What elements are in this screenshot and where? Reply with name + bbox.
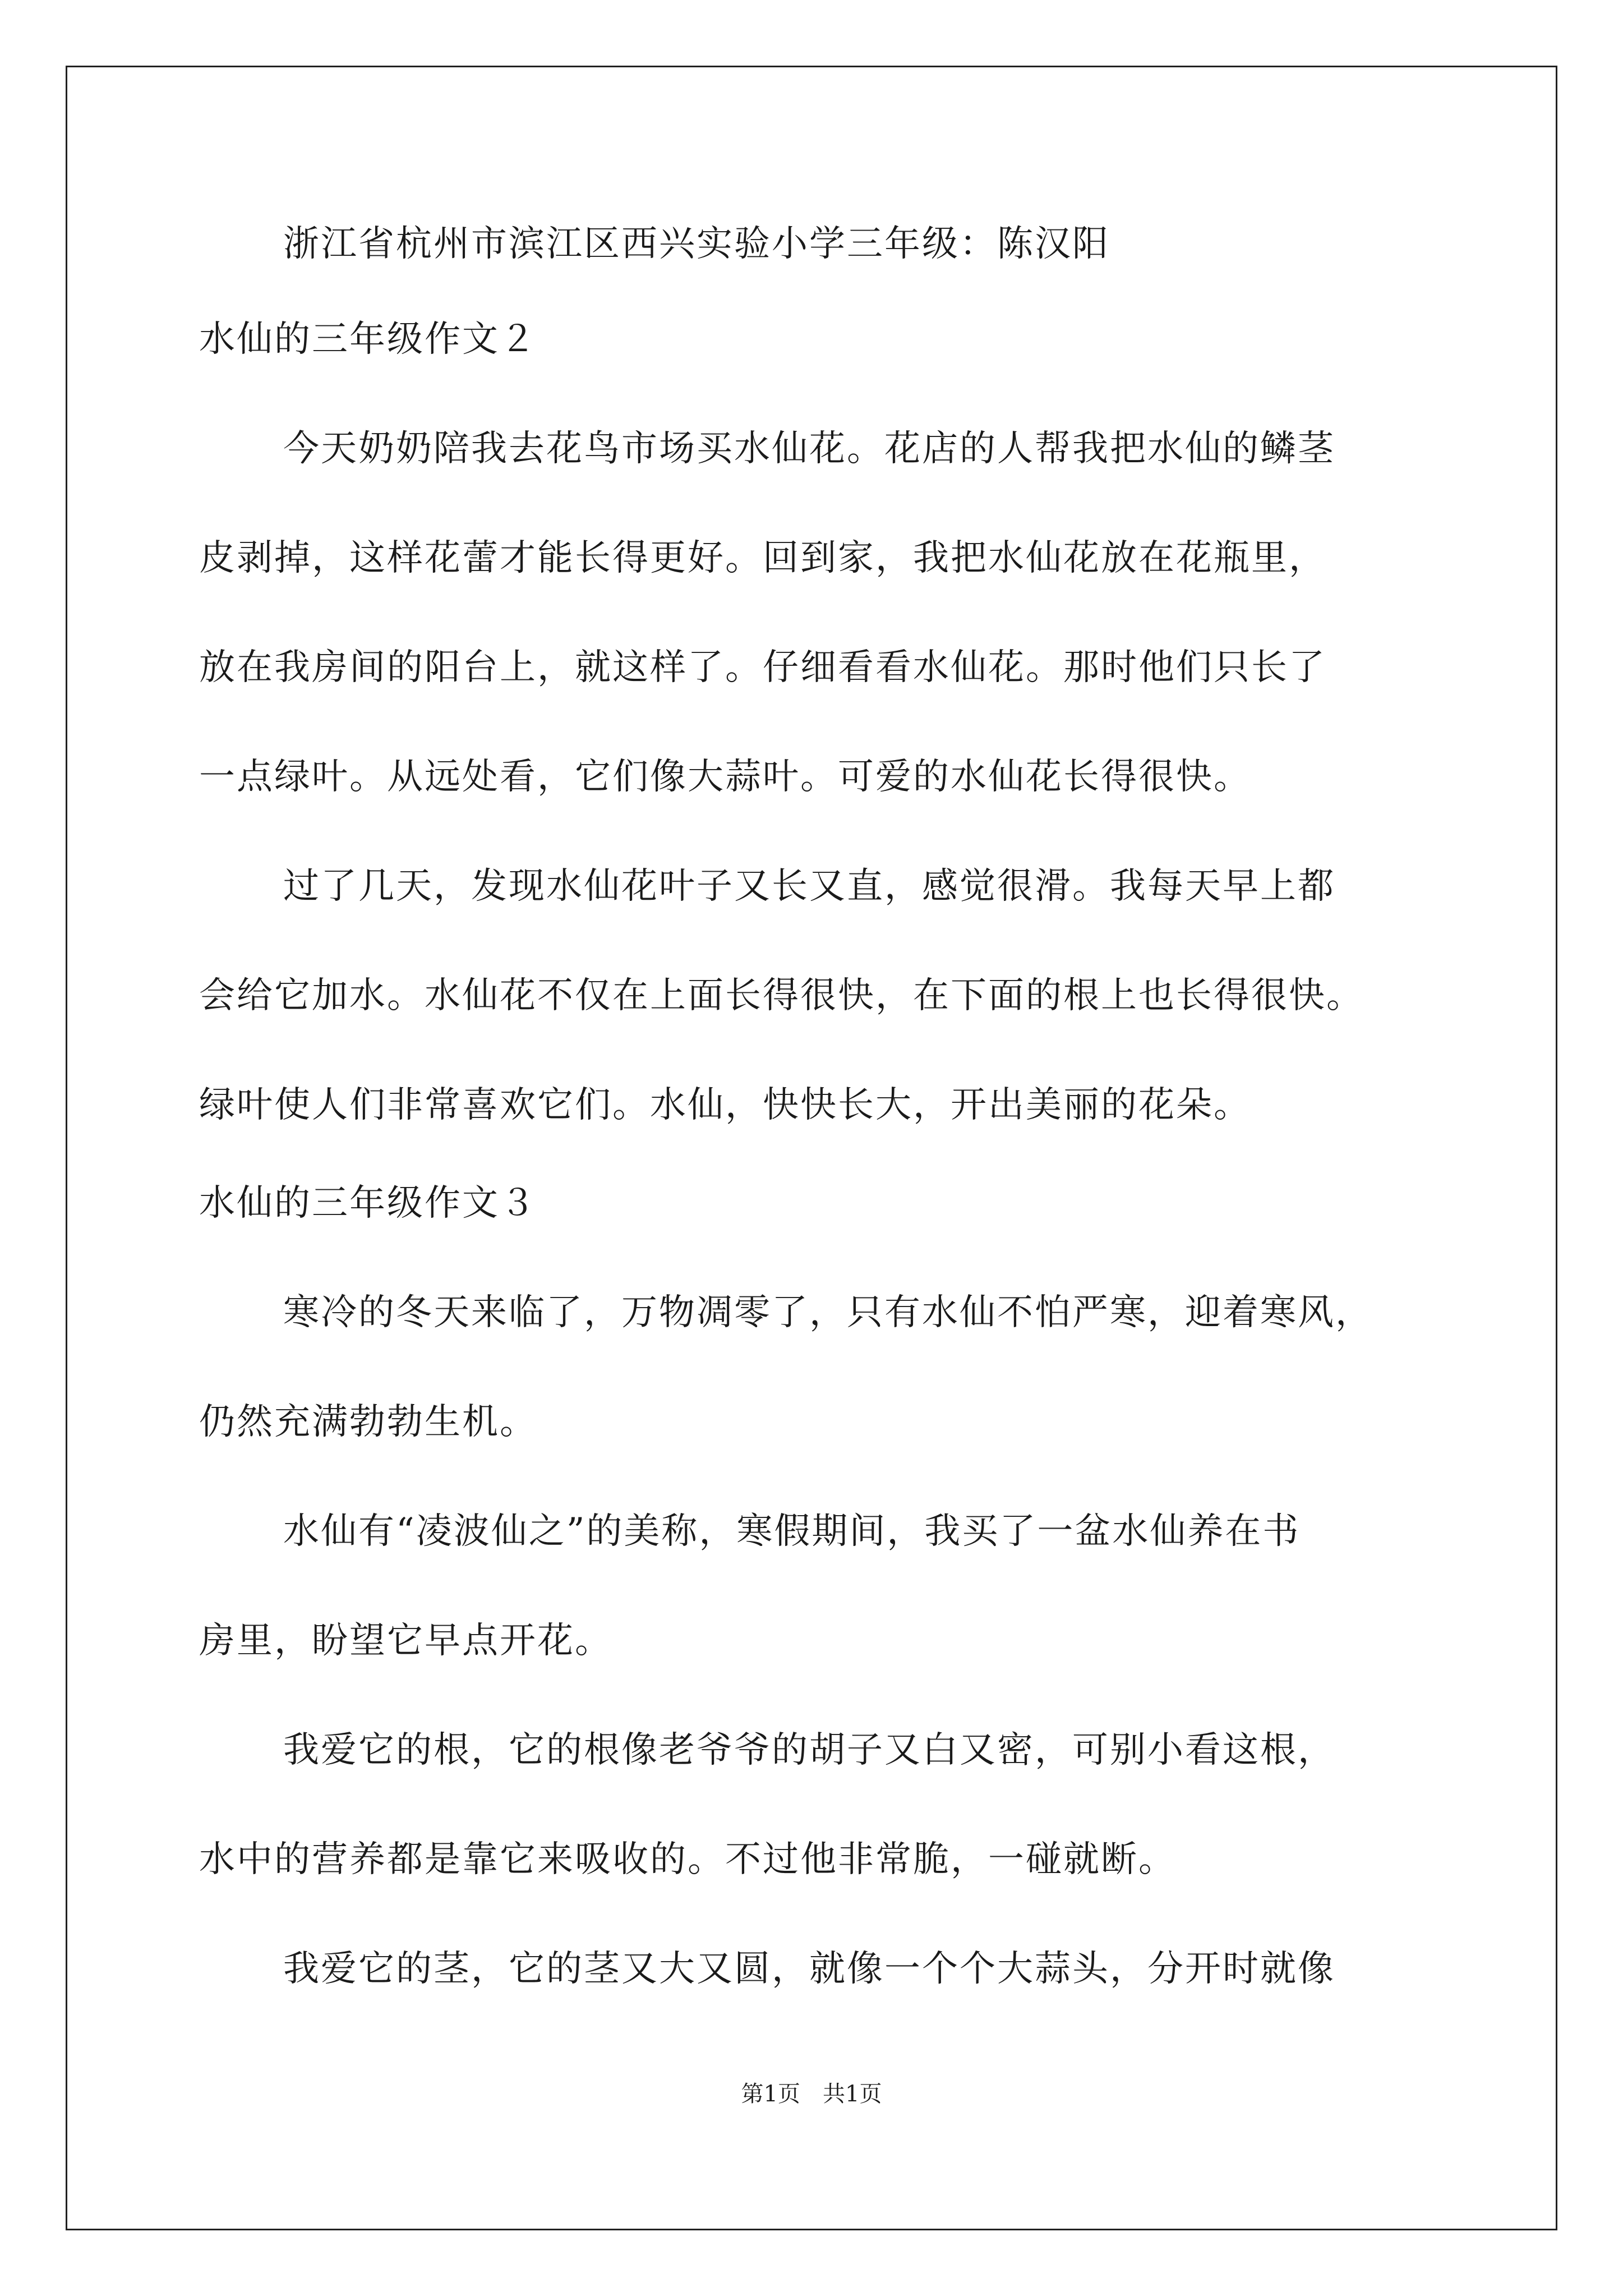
section-heading-3: 水仙的三年级作文３ [199,1182,537,1224]
paragraph-line: 寒冷的冬天来临了，万物凋零了，只有水仙不怕严寒，迎着寒风， [283,1292,1373,1333]
paragraph-line: 我爱它的根，它的根像老爷爷的胡子又白又密，可别小看这根， [283,1729,1335,1771]
paragraph-line: 会给它加水。水仙花不仅在上面长得很快，在下面的根上也长得很快。 [199,975,1364,1016]
author-line: 浙江省杭州市滨江区西兴实验小学三年级：陈汉阳 [283,223,1110,265]
paragraph-line: 绿叶使人们非常喜欢它们。水仙，快快长大，开出美丽的花朵。 [199,1084,1251,1126]
paragraph-line: 我爱它的茎，它的茎又大又圆，就像一个个大蒜头，分开时就像 [283,1948,1335,1990]
paragraph-line: 仍然充满勃勃生机。 [199,1401,537,1443]
paragraph-line: 皮剥掉，这样花蕾才能长得更好。回到家，我把水仙花放在花瓶里， [199,537,1326,579]
page-border [66,66,1557,2230]
paragraph-line: 今天奶奶陪我去花鸟市场买水仙花。花店的人帮我把水仙的鳞茎 [283,428,1335,470]
page-footer: 第1页 共1页 [741,2081,882,2107]
section-heading-2: 水仙的三年级作文２ [199,319,537,360]
paragraph-line: 一点绿叶。从远处看，它们像大蒜叶。可爱的水仙花长得很快。 [199,756,1251,798]
paragraph-line: 过了几天，发现水仙花叶子又长又直，感觉很滑。我每天早上都 [283,866,1335,907]
paragraph-line: 房里，盼望它早点开花。 [199,1620,612,1662]
paragraph-line: 放在我房间的阳台上，就这样了。仔细看看水仙花。那时他们只长了 [199,647,1326,688]
paragraph-line: 水仙有“凌波仙之”的美称，寒假期间，我买了一盆水仙养在书 [283,1511,1301,1552]
paragraph-line: 水中的营养都是靠它来吸收的。不过他非常脆，一碰就断。 [199,1839,1176,1880]
